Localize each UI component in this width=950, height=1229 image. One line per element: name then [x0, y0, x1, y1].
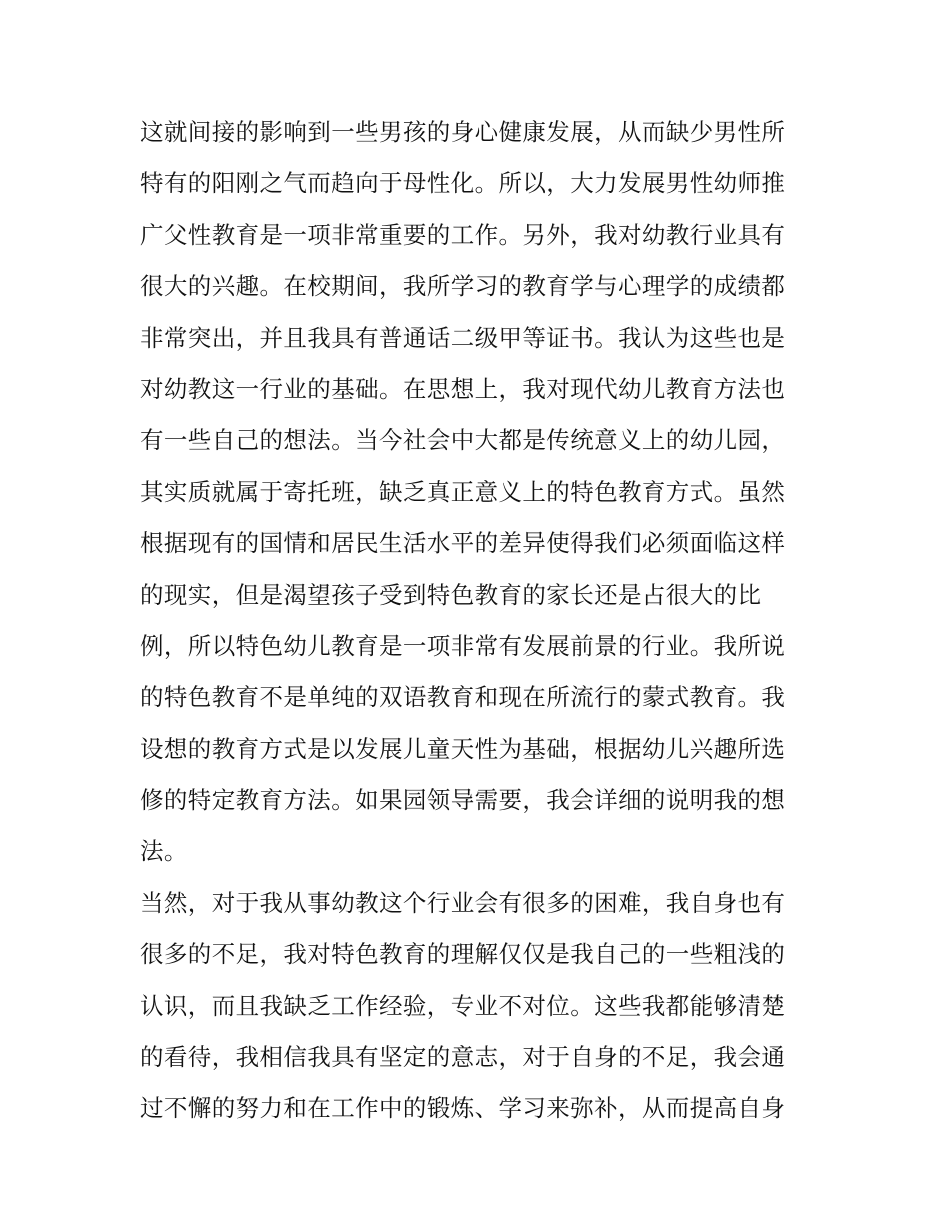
text-line-9: 根据现有的国情和居民生活水平的差异使得我们必须面临这样 [140, 529, 786, 558]
text-line-8: 其实质就属于寄托班，缺乏真正意义上的特色教育方式。虽然 [140, 477, 786, 506]
text-line-16: 当然，对于我从事幼教这个行业会有很多的困难，我自身也有 [140, 888, 786, 917]
text-line-12: 的特色教育不是单纯的双语教育和现在所流行的蒙式教育。我 [140, 683, 786, 712]
text-line-2: 特有的阳刚之气而趋向于母性化。所以，大力发展男性幼师推 [140, 169, 786, 198]
text-line-14: 修的特定教育方法。如果园领导需要，我会详细的说明我的想 [140, 786, 786, 815]
text-line-15: 法。 [140, 837, 188, 866]
text-line-13: 设想的教育方式是以发展儿童天性为基础，根据幼儿兴趣所选 [140, 734, 786, 763]
text-line-17: 很多的不足，我对特色教育的理解仅仅是我自己的一些粗浅的 [140, 940, 786, 969]
text-line-3: 广父性教育是一项非常重要的工作。另外，我对幼教行业具有 [140, 220, 786, 249]
text-line-5: 非常突出，并且我具有普通话二级甲等证书。我认为这些也是 [140, 323, 786, 352]
text-line-19: 的看待，我相信我具有坚定的意志，对于自身的不足，我会通 [140, 1043, 786, 1072]
text-line-10: 的现实，但是渴望孩子受到特色教育的家长还是占很大的比 [140, 580, 762, 609]
text-line-20: 过不懈的努力和在工作中的锻炼、学习来弥补，从而提高自身 [140, 1094, 786, 1123]
text-line-4: 很大的兴趣。在校期间，我所学习的教育学与心理学的成绩都 [140, 272, 786, 301]
document-body [140, 107, 820, 1135]
text-line-6: 对幼教这一行业的基础。在思想上，我对现代幼儿教育方法也 [140, 374, 786, 403]
text-line-18: 认识，而且我缺乏工作经验，专业不对位。这些我都能够清楚 [140, 991, 786, 1020]
text-line-7: 有一些自己的想法。当今社会中大都是传统意义上的幼儿园， [140, 426, 786, 455]
text-line-1: 这就间接的影响到一些男孩的身心健康发展，从而缺少男性所 [140, 118, 786, 146]
text-line-11: 例，所以特色幼儿教育是一项非常有发展前景的行业。我所说 [140, 631, 786, 660]
